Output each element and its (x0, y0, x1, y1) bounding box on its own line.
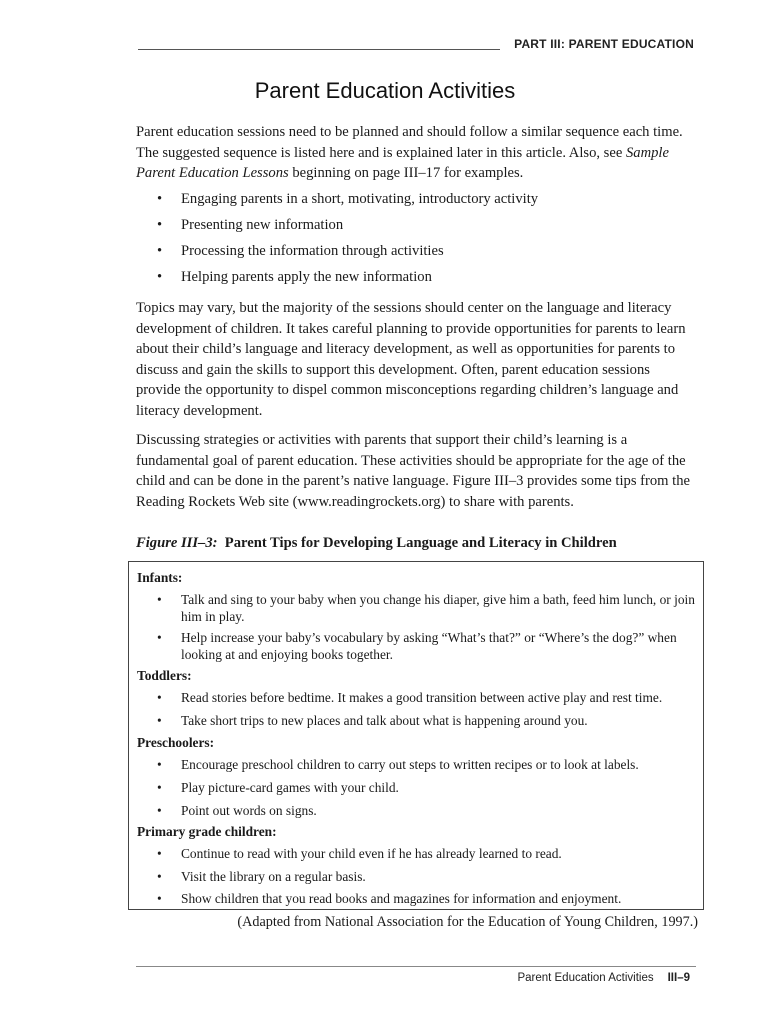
intro-text-before: Parent education sessions need to be planned and should follow a similar sequence each time. The suggested sequence is listed here and is explained later in this article. Also, see (136, 124, 683, 161)
group-heading-primary: Primary grade children: (137, 824, 277, 839)
group-heading-infants: Infants: (137, 570, 183, 585)
list-item: • Point out words on signs. (181, 802, 697, 819)
footer-title: Parent Education Activities (517, 972, 654, 984)
header-rule (138, 49, 500, 50)
figure-title: Parent Tips for Developing Language and Literacy in Children (224, 535, 617, 551)
page-number: III–9 (667, 972, 690, 984)
list-item: • Show children that you read books and magazines for information and enjoyment. (181, 890, 697, 907)
footer-rule (136, 966, 696, 967)
header-section-label: PART III: PARENT EDUCATION (514, 37, 694, 51)
list-item: • Presenting new information (136, 215, 696, 241)
tips-box (128, 561, 704, 910)
running-footer (0, 972, 690, 984)
intro-text-after: beginning on page III–17 for examples. (288, 165, 524, 182)
list-item: • Read stories before bedtime. It makes a good transition between active play and rest time. (181, 689, 697, 706)
list-item: • Continue to read with your child even if he has already learned to read. (181, 845, 697, 862)
page-title: Parent Education Activities (254, 78, 516, 103)
group-heading-toddlers: Toddlers: (137, 668, 192, 683)
intro-italic-ref: Sample Parent Education Lessons (136, 144, 669, 182)
list-item: • Play picture-card games with your child. (181, 779, 697, 796)
group-heading-preschoolers: Preschoolers: (137, 735, 215, 750)
running-header (138, 37, 694, 53)
figure-source: (Adapted from National Association for the Education of Young Children, 1997.) (237, 914, 698, 930)
list-item: • Talk and sing to your baby when you change his diaper, give him a bath, feed him lunch, or join him in play. (181, 591, 697, 625)
list-item: • Helping parents apply the new information (136, 267, 696, 293)
list-item: • Help increase your baby’s vocabulary by asking “What’s that?” or “Where’s the dog?” when looking at and enjoying books together. (181, 629, 697, 663)
list-item: • Visit the library on a regular basis. (181, 868, 697, 885)
figure-caption (136, 535, 696, 552)
list-item: • Take short trips to new places and talk about what is happening around you. (181, 712, 697, 729)
figure-label: Figure III–3: (136, 535, 218, 551)
list-item: • Processing the information through activities (136, 241, 696, 267)
topics-paragraph: Topics may vary, but the majority of the sessions should center on the language and literacy development of children. It takes careful planning to provide opportunities for parents to learn about their child’s language and literacy development, as well as opportunities for parents to discuss and gain the skills to support this development. Often, parent education sessions provide the opportunity to dispel common misconceptions regarding children’s language and literacy development. (136, 300, 686, 419)
list-item: • Encourage preschool children to carry out steps to written recipes or to look at labels. (181, 756, 697, 773)
list-item: • Engaging parents in a short, motivating, introductory activity (136, 189, 696, 215)
strategies-paragraph: Discussing strategies or activities with parents that support their child’s learning is a fundamental goal of parent education. These activities should be appropriate for the age of the child and can be done in the parent’s native language. Figure III–3 provides some tips from the Reading Rockets Web site (www.readingrockets.org) to share with parents. (136, 432, 690, 510)
intro-paragraph (136, 122, 696, 184)
sequence-list (136, 189, 696, 293)
